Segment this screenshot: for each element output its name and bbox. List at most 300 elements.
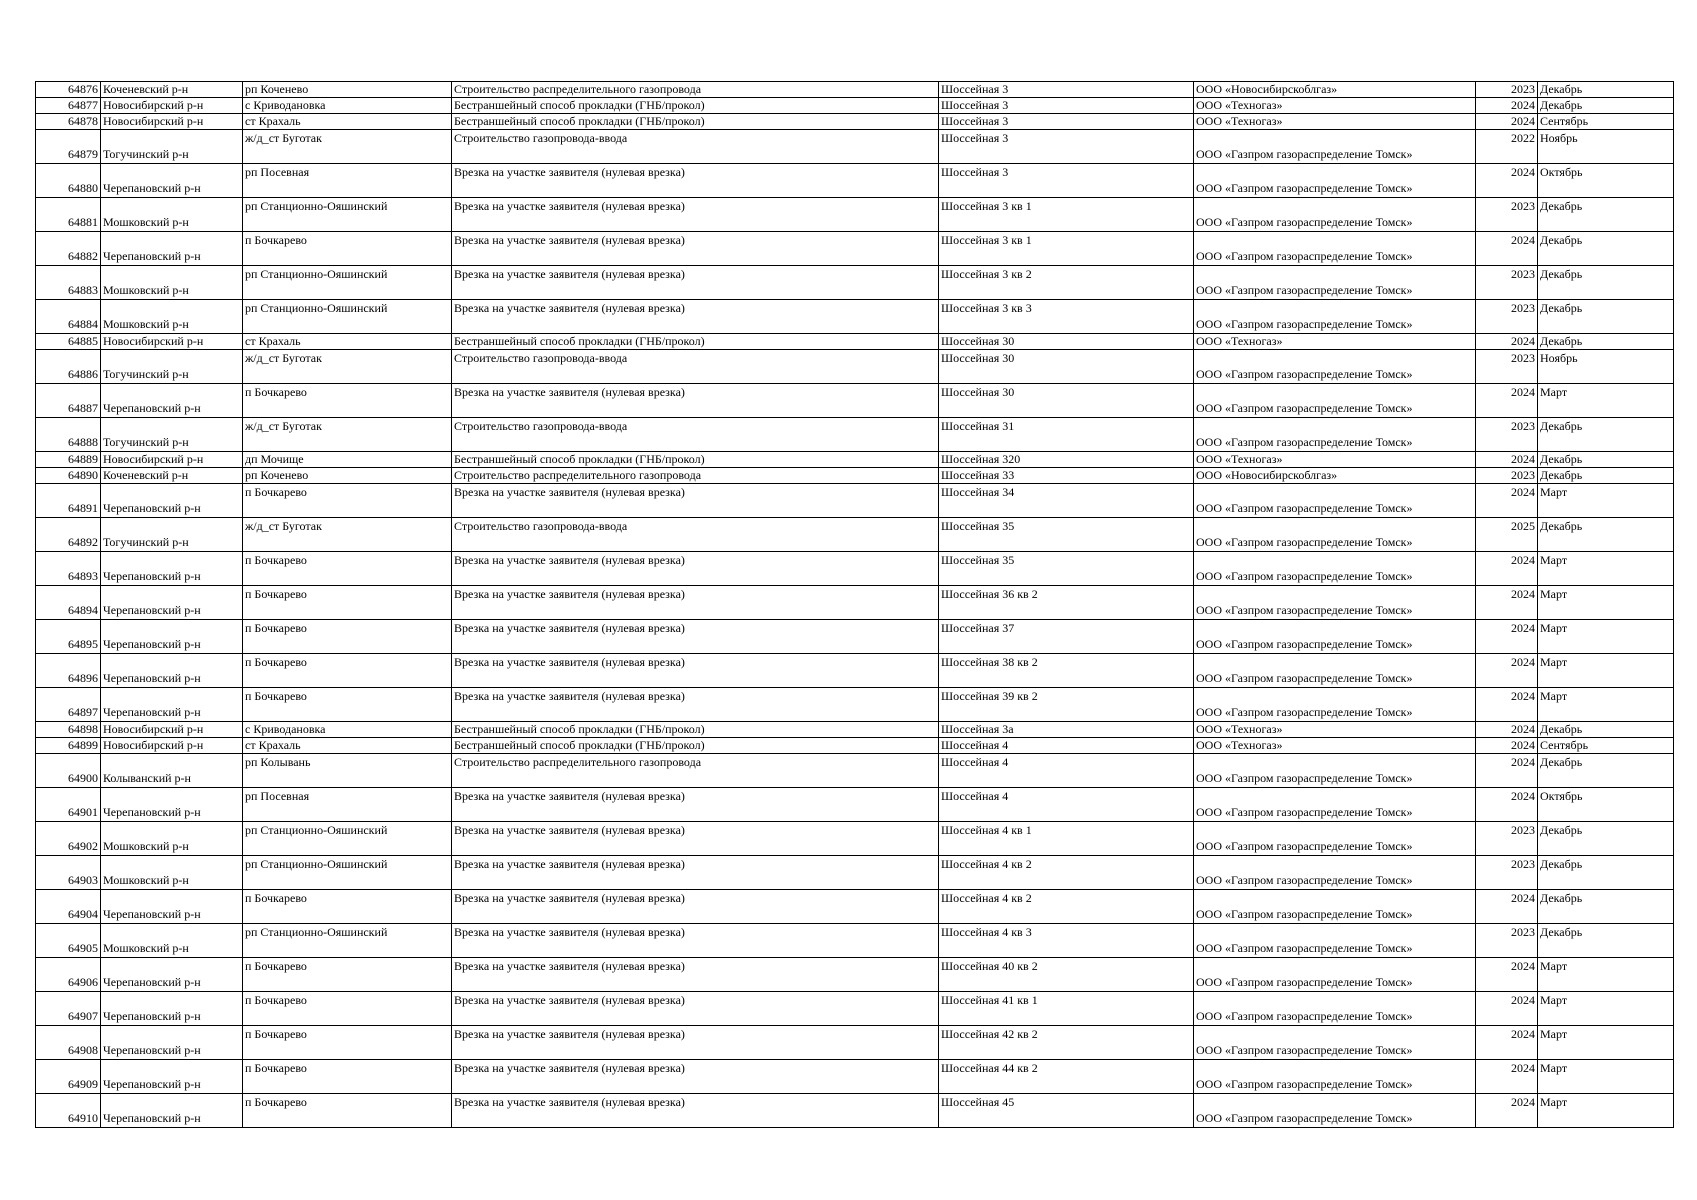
table-row: [36, 822, 1674, 856]
contractor-cell: ООО «Газпром газораспределение Томск»: [1194, 788, 1476, 822]
work-type-cell: Врезка на участке заявителя (нулевая врезка): [452, 232, 939, 266]
month-cell: Март: [1538, 484, 1674, 518]
month-cell: Декабрь: [1538, 452, 1674, 468]
contractor-cell: ООО «Газпром газораспределение Томск»: [1194, 232, 1476, 266]
district-cell: Черепановский р-н: [101, 384, 243, 418]
address-cell: Шоссейная 3: [939, 114, 1194, 130]
locality-cell: рп Коченево: [243, 82, 452, 98]
work-type-cell: Бестраншейный способ прокладки (ГНБ/прокол): [452, 98, 939, 114]
contractor-cell: ООО «Газпром газораспределение Томск»: [1194, 822, 1476, 856]
district-cell: Черепановский р-н: [101, 654, 243, 688]
table-row: [36, 350, 1674, 384]
contractor-cell: ООО «Газпром газораспределение Томск»: [1194, 688, 1476, 722]
row-number: 64905: [36, 924, 101, 958]
table-row: [36, 82, 1674, 98]
row-number: 64887: [36, 384, 101, 418]
work-type-cell: Врезка на участке заявителя (нулевая врезка): [452, 856, 939, 890]
contractor-cell: ООО «Газпром газораспределение Томск»: [1194, 754, 1476, 788]
district-cell: Черепановский р-н: [101, 1026, 243, 1060]
work-type-cell: Врезка на участке заявителя (нулевая врезка): [452, 484, 939, 518]
district-cell: Черепановский р-н: [101, 788, 243, 822]
contractor-cell: ООО «Газпром газораспределение Томск»: [1194, 266, 1476, 300]
month-cell: Октябрь: [1538, 788, 1674, 822]
district-cell: Тогучинский р-н: [101, 130, 243, 164]
work-type-cell: Врезка на участке заявителя (нулевая врезка): [452, 992, 939, 1026]
address-cell: Шоссейная 3: [939, 98, 1194, 114]
table-row: [36, 722, 1674, 738]
address-cell: Шоссейная 4: [939, 738, 1194, 754]
row-number: 64892: [36, 518, 101, 552]
row-number: 64895: [36, 620, 101, 654]
year-cell: 2024: [1476, 754, 1538, 788]
table-row: [36, 232, 1674, 266]
locality-cell: ст Крахаль: [243, 114, 452, 130]
district-cell: Тогучинский р-н: [101, 418, 243, 452]
work-type-cell: Бестраншейный способ прокладки (ГНБ/прокол): [452, 452, 939, 468]
locality-cell: с Криводановка: [243, 98, 452, 114]
row-number: 64884: [36, 300, 101, 334]
address-cell: Шоссейная 320: [939, 452, 1194, 468]
month-cell: Сентябрь: [1538, 738, 1674, 754]
work-type-cell: Врезка на участке заявителя (нулевая врезка): [452, 1094, 939, 1128]
contractor-cell: ООО «Техногаз»: [1194, 722, 1476, 738]
row-number: 64898: [36, 722, 101, 738]
row-number: 64896: [36, 654, 101, 688]
contractor-cell: ООО «Новосибирскоблгаз»: [1194, 468, 1476, 484]
table-row: [36, 958, 1674, 992]
contractor-cell: ООО «Техногаз»: [1194, 98, 1476, 114]
year-cell: 2024: [1476, 552, 1538, 586]
locality-cell: рп Коченево: [243, 468, 452, 484]
row-number: 64906: [36, 958, 101, 992]
work-type-cell: Врезка на участке заявителя (нулевая врезка): [452, 552, 939, 586]
work-type-cell: Бестраншейный способ прокладки (ГНБ/прокол): [452, 114, 939, 130]
contractor-cell: ООО «Техногаз»: [1194, 738, 1476, 754]
work-type-cell: Бестраншейный способ прокладки (ГНБ/прокол): [452, 738, 939, 754]
address-cell: Шоссейная 3 кв 3: [939, 300, 1194, 334]
address-cell: Шоссейная 40 кв 2: [939, 958, 1194, 992]
address-cell: Шоссейная 3 кв 1: [939, 232, 1194, 266]
address-cell: Шоссейная 4 кв 3: [939, 924, 1194, 958]
year-cell: 2024: [1476, 98, 1538, 114]
year-cell: 2024: [1476, 164, 1538, 198]
district-cell: Мошковский р-н: [101, 822, 243, 856]
contractor-cell: ООО «Газпром газораспределение Томск»: [1194, 856, 1476, 890]
district-cell: Черепановский р-н: [101, 164, 243, 198]
contractor-cell: ООО «Газпром газораспределение Томск»: [1194, 992, 1476, 1026]
year-cell: 2024: [1476, 958, 1538, 992]
month-cell: Март: [1538, 958, 1674, 992]
locality-cell: п Бочкарево: [243, 1094, 452, 1128]
locality-cell: рп Посевная: [243, 164, 452, 198]
address-cell: Шоссейная 36 кв 2: [939, 586, 1194, 620]
contractor-cell: ООО «Газпром газораспределение Томск»: [1194, 620, 1476, 654]
district-cell: Новосибирский р-н: [101, 738, 243, 754]
locality-cell: п Бочкарево: [243, 1026, 452, 1060]
month-cell: Декабрь: [1538, 856, 1674, 890]
district-cell: Черепановский р-н: [101, 232, 243, 266]
locality-cell: п Бочкарево: [243, 232, 452, 266]
district-cell: Черепановский р-н: [101, 1094, 243, 1128]
row-number: 64904: [36, 890, 101, 924]
address-cell: Шоссейная 4 кв 2: [939, 856, 1194, 890]
district-cell: Тогучинский р-н: [101, 350, 243, 384]
year-cell: 2023: [1476, 924, 1538, 958]
year-cell: 2024: [1476, 738, 1538, 754]
contractor-cell: ООО «Техногаз»: [1194, 452, 1476, 468]
month-cell: Декабрь: [1538, 98, 1674, 114]
contractor-cell: ООО «Газпром газораспределение Томск»: [1194, 350, 1476, 384]
year-cell: 2024: [1476, 232, 1538, 266]
district-cell: Коченевский р-н: [101, 82, 243, 98]
year-cell: 2023: [1476, 198, 1538, 232]
address-cell: Шоссейная 33: [939, 468, 1194, 484]
address-cell: Шоссейная 3: [939, 164, 1194, 198]
year-cell: 2024: [1476, 788, 1538, 822]
row-number: 64909: [36, 1060, 101, 1094]
contractor-cell: ООО «Газпром газораспределение Томск»: [1194, 164, 1476, 198]
work-type-cell: Строительство распределительного газопровода: [452, 754, 939, 788]
address-cell: Шоссейная 39 кв 2: [939, 688, 1194, 722]
contractor-cell: ООО «Газпром газораспределение Томск»: [1194, 924, 1476, 958]
year-cell: 2023: [1476, 468, 1538, 484]
locality-cell: рп Станционно-Ояшинский: [243, 822, 452, 856]
month-cell: Ноябрь: [1538, 350, 1674, 384]
locality-cell: п Бочкарево: [243, 1060, 452, 1094]
locality-cell: рп Станционно-Ояшинский: [243, 924, 452, 958]
address-cell: Шоссейная 34: [939, 484, 1194, 518]
table-row: [36, 130, 1674, 164]
contractor-cell: ООО «Газпром газораспределение Томск»: [1194, 552, 1476, 586]
table-row: [36, 384, 1674, 418]
address-cell: Шоссейная 45: [939, 1094, 1194, 1128]
month-cell: Декабрь: [1538, 82, 1674, 98]
table-row: [36, 1026, 1674, 1060]
row-number: 64900: [36, 754, 101, 788]
locality-cell: п Бочкарево: [243, 992, 452, 1026]
district-cell: Новосибирский р-н: [101, 114, 243, 130]
locality-cell: п Бочкарево: [243, 688, 452, 722]
month-cell: Декабрь: [1538, 266, 1674, 300]
year-cell: 2024: [1476, 688, 1538, 722]
district-cell: Новосибирский р-н: [101, 452, 243, 468]
district-cell: Мошковский р-н: [101, 300, 243, 334]
year-cell: 2024: [1476, 334, 1538, 350]
district-cell: Черепановский р-н: [101, 552, 243, 586]
table-row: [36, 754, 1674, 788]
contractor-cell: ООО «Газпром газораспределение Томск»: [1194, 418, 1476, 452]
row-number: 64907: [36, 992, 101, 1026]
district-cell: Новосибирский р-н: [101, 334, 243, 350]
year-cell: 2023: [1476, 82, 1538, 98]
contractor-cell: ООО «Газпром газораспределение Томск»: [1194, 1060, 1476, 1094]
year-cell: 2023: [1476, 300, 1538, 334]
address-cell: Шоссейная 42 кв 2: [939, 1026, 1194, 1060]
address-cell: Шоссейная 35: [939, 552, 1194, 586]
work-type-cell: Врезка на участке заявителя (нулевая врезка): [452, 890, 939, 924]
row-number: 64891: [36, 484, 101, 518]
row-number: 64877: [36, 98, 101, 114]
row-number: 64886: [36, 350, 101, 384]
month-cell: Ноябрь: [1538, 130, 1674, 164]
row-number: 64889: [36, 452, 101, 468]
contractor-cell: ООО «Газпром газораспределение Томск»: [1194, 484, 1476, 518]
work-type-cell: Врезка на участке заявителя (нулевая врезка): [452, 164, 939, 198]
month-cell: Декабрь: [1538, 418, 1674, 452]
month-cell: Декабрь: [1538, 468, 1674, 484]
locality-cell: рп Станционно-Ояшинский: [243, 300, 452, 334]
district-cell: Черепановский р-н: [101, 958, 243, 992]
table-row: [36, 856, 1674, 890]
row-number: 64878: [36, 114, 101, 130]
month-cell: Декабрь: [1538, 822, 1674, 856]
district-cell: Черепановский р-н: [101, 484, 243, 518]
address-cell: Шоссейная 4: [939, 788, 1194, 822]
address-cell: Шоссейная 35: [939, 518, 1194, 552]
address-cell: Шоссейная 31: [939, 418, 1194, 452]
row-number: 64883: [36, 266, 101, 300]
work-type-cell: Бестраншейный способ прокладки (ГНБ/прокол): [452, 722, 939, 738]
year-cell: 2024: [1476, 384, 1538, 418]
table-row: [36, 620, 1674, 654]
row-number: 64901: [36, 788, 101, 822]
year-cell: 2024: [1476, 114, 1538, 130]
contractor-cell: ООО «Газпром газораспределение Томск»: [1194, 384, 1476, 418]
year-cell: 2023: [1476, 418, 1538, 452]
table-row: [36, 518, 1674, 552]
table-row: [36, 468, 1674, 484]
contractor-cell: ООО «Газпром газораспределение Томск»: [1194, 1026, 1476, 1060]
district-cell: Мошковский р-н: [101, 266, 243, 300]
year-cell: 2024: [1476, 452, 1538, 468]
table-body: [36, 82, 1674, 1128]
work-type-cell: Бестраншейный способ прокладки (ГНБ/прокол): [452, 334, 939, 350]
locality-cell: рп Станционно-Ояшинский: [243, 856, 452, 890]
district-cell: Тогучинский р-н: [101, 518, 243, 552]
table-row: [36, 418, 1674, 452]
table-row: [36, 552, 1674, 586]
work-type-cell: Врезка на участке заявителя (нулевая врезка): [452, 266, 939, 300]
address-cell: Шоссейная 3: [939, 130, 1194, 164]
locality-cell: ж/д_ст Буготак: [243, 418, 452, 452]
locality-cell: рп Посевная: [243, 788, 452, 822]
work-type-cell: Строительство газопровода-ввода: [452, 418, 939, 452]
month-cell: Декабрь: [1538, 334, 1674, 350]
month-cell: Декабрь: [1538, 754, 1674, 788]
contractor-cell: ООО «Техногаз»: [1194, 114, 1476, 130]
work-type-cell: Строительство газопровода-ввода: [452, 350, 939, 384]
month-cell: Март: [1538, 1060, 1674, 1094]
month-cell: Октябрь: [1538, 164, 1674, 198]
work-type-cell: Врезка на участке заявителя (нулевая врезка): [452, 586, 939, 620]
table-row: [36, 688, 1674, 722]
district-cell: Коченевский р-н: [101, 468, 243, 484]
locality-cell: п Бочкарево: [243, 552, 452, 586]
month-cell: Март: [1538, 586, 1674, 620]
address-cell: Шоссейная 30: [939, 384, 1194, 418]
address-cell: Шоссейная 3а: [939, 722, 1194, 738]
district-cell: Черепановский р-н: [101, 586, 243, 620]
work-type-cell: Врезка на участке заявителя (нулевая врезка): [452, 620, 939, 654]
contractor-cell: ООО «Газпром газораспределение Томск»: [1194, 518, 1476, 552]
table-row: [36, 890, 1674, 924]
row-number: 64881: [36, 198, 101, 232]
contractor-cell: ООО «Газпром газораспределение Томск»: [1194, 300, 1476, 334]
year-cell: 2024: [1476, 722, 1538, 738]
contractor-cell: ООО «Газпром газораспределение Томск»: [1194, 890, 1476, 924]
month-cell: Март: [1538, 654, 1674, 688]
work-type-cell: Врезка на участке заявителя (нулевая врезка): [452, 788, 939, 822]
contractor-cell: ООО «Газпром газораспределение Томск»: [1194, 1094, 1476, 1128]
work-type-cell: Строительство газопровода-ввода: [452, 130, 939, 164]
month-cell: Март: [1538, 688, 1674, 722]
locality-cell: с Криводановка: [243, 722, 452, 738]
year-cell: 2024: [1476, 992, 1538, 1026]
work-type-cell: Строительство распределительного газопровода: [452, 468, 939, 484]
district-cell: Черепановский р-н: [101, 1060, 243, 1094]
row-number: 64902: [36, 822, 101, 856]
gasification-schedule-table: [35, 81, 1674, 1128]
month-cell: Декабрь: [1538, 722, 1674, 738]
month-cell: Декабрь: [1538, 198, 1674, 232]
contractor-cell: ООО «Газпром газораспределение Томск»: [1194, 198, 1476, 232]
month-cell: Декабрь: [1538, 518, 1674, 552]
work-type-cell: Врезка на участке заявителя (нулевая врезка): [452, 198, 939, 232]
contractor-cell: ООО «Техногаз»: [1194, 334, 1476, 350]
month-cell: Декабрь: [1538, 300, 1674, 334]
contractor-cell: ООО «Газпром газораспределение Томск»: [1194, 958, 1476, 992]
work-type-cell: Врезка на участке заявителя (нулевая врезка): [452, 822, 939, 856]
year-cell: 2025: [1476, 518, 1538, 552]
address-cell: Шоссейная 4 кв 1: [939, 822, 1194, 856]
month-cell: Март: [1538, 620, 1674, 654]
row-number: 64882: [36, 232, 101, 266]
month-cell: Март: [1538, 992, 1674, 1026]
table-row: [36, 300, 1674, 334]
table-row: [36, 1094, 1674, 1128]
year-cell: 2024: [1476, 1060, 1538, 1094]
locality-cell: п Бочкарево: [243, 586, 452, 620]
row-number: 64910: [36, 1094, 101, 1128]
row-number: 64903: [36, 856, 101, 890]
locality-cell: п Бочкарево: [243, 890, 452, 924]
table-row: [36, 334, 1674, 350]
year-cell: 2023: [1476, 822, 1538, 856]
address-cell: Шоссейная 37: [939, 620, 1194, 654]
year-cell: 2024: [1476, 1026, 1538, 1060]
year-cell: 2024: [1476, 484, 1538, 518]
year-cell: 2024: [1476, 654, 1538, 688]
work-type-cell: Строительство газопровода-ввода: [452, 518, 939, 552]
contractor-cell: ООО «Новосибирскоблгаз»: [1194, 82, 1476, 98]
contractor-cell: ООО «Газпром газораспределение Томск»: [1194, 586, 1476, 620]
table-row: [36, 924, 1674, 958]
district-cell: Черепановский р-н: [101, 688, 243, 722]
district-cell: Новосибирский р-н: [101, 722, 243, 738]
address-cell: Шоссейная 3 кв 1: [939, 198, 1194, 232]
locality-cell: п Бочкарево: [243, 620, 452, 654]
row-number: 64890: [36, 468, 101, 484]
year-cell: 2024: [1476, 586, 1538, 620]
year-cell: 2023: [1476, 350, 1538, 384]
table-row: [36, 654, 1674, 688]
address-cell: Шоссейная 3 кв 2: [939, 266, 1194, 300]
work-type-cell: Врезка на участке заявителя (нулевая врезка): [452, 1026, 939, 1060]
month-cell: Март: [1538, 1094, 1674, 1128]
address-cell: Шоссейная 30: [939, 334, 1194, 350]
locality-cell: п Бочкарево: [243, 958, 452, 992]
row-number: 64899: [36, 738, 101, 754]
table-row: [36, 1060, 1674, 1094]
work-type-cell: Врезка на участке заявителя (нулевая врезка): [452, 300, 939, 334]
work-type-cell: Строительство распределительного газопровода: [452, 82, 939, 98]
row-number: 64876: [36, 82, 101, 98]
contractor-cell: ООО «Газпром газораспределение Томск»: [1194, 130, 1476, 164]
row-number: 64888: [36, 418, 101, 452]
work-type-cell: Врезка на участке заявителя (нулевая врезка): [452, 958, 939, 992]
address-cell: Шоссейная 41 кв 1: [939, 992, 1194, 1026]
month-cell: Декабрь: [1538, 232, 1674, 266]
locality-cell: ст Крахаль: [243, 738, 452, 754]
locality-cell: ж/д_ст Буготак: [243, 518, 452, 552]
district-cell: Мошковский р-н: [101, 856, 243, 890]
row-number: 64894: [36, 586, 101, 620]
locality-cell: п Бочкарево: [243, 654, 452, 688]
table-row: [36, 992, 1674, 1026]
district-cell: Мошковский р-н: [101, 924, 243, 958]
district-cell: Новосибирский р-н: [101, 98, 243, 114]
row-number: 64908: [36, 1026, 101, 1060]
table-row: [36, 586, 1674, 620]
locality-cell: рп Станционно-Ояшинский: [243, 198, 452, 232]
table-row: [36, 484, 1674, 518]
year-cell: 2024: [1476, 890, 1538, 924]
address-cell: Шоссейная 3: [939, 82, 1194, 98]
locality-cell: рп Станционно-Ояшинский: [243, 266, 452, 300]
address-cell: Шоссейная 4 кв 2: [939, 890, 1194, 924]
locality-cell: ж/д_ст Буготак: [243, 130, 452, 164]
district-cell: Колыванский р-н: [101, 754, 243, 788]
table-row: [36, 266, 1674, 300]
address-cell: Шоссейная 44 кв 2: [939, 1060, 1194, 1094]
table-row: [36, 452, 1674, 468]
table-row: [36, 114, 1674, 130]
year-cell: 2024: [1476, 1094, 1538, 1128]
year-cell: 2024: [1476, 620, 1538, 654]
district-cell: Мошковский р-н: [101, 198, 243, 232]
table-row: [36, 198, 1674, 232]
work-type-cell: Врезка на участке заявителя (нулевая врезка): [452, 384, 939, 418]
district-cell: Черепановский р-н: [101, 992, 243, 1026]
row-number: 64893: [36, 552, 101, 586]
month-cell: Декабрь: [1538, 890, 1674, 924]
month-cell: Март: [1538, 1026, 1674, 1060]
address-cell: Шоссейная 4: [939, 754, 1194, 788]
locality-cell: ж/д_ст Буготак: [243, 350, 452, 384]
locality-cell: ст Крахаль: [243, 334, 452, 350]
work-type-cell: Врезка на участке заявителя (нулевая врезка): [452, 688, 939, 722]
work-type-cell: Врезка на участке заявителя (нулевая врезка): [452, 1060, 939, 1094]
locality-cell: дп Мочище: [243, 452, 452, 468]
year-cell: 2022: [1476, 130, 1538, 164]
month-cell: Декабрь: [1538, 924, 1674, 958]
table-row: [36, 164, 1674, 198]
month-cell: Март: [1538, 552, 1674, 586]
month-cell: Март: [1538, 384, 1674, 418]
work-type-cell: Врезка на участке заявителя (нулевая врезка): [452, 924, 939, 958]
district-cell: Черепановский р-н: [101, 620, 243, 654]
locality-cell: п Бочкарево: [243, 384, 452, 418]
